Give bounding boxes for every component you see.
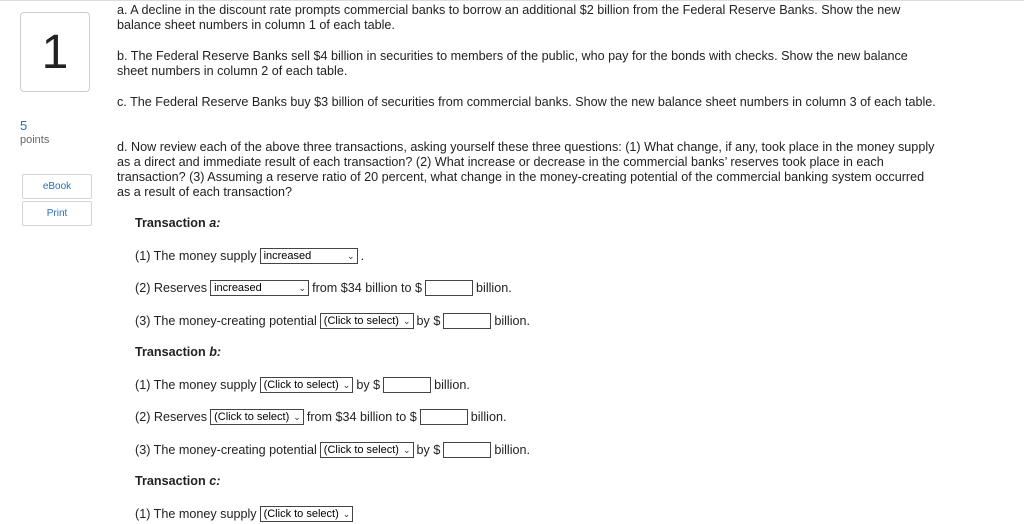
prompt-c: c. The Federal Reserve Banks buy $3 billion of securities from commercial banks. Show the new balance sheet numbers in column 3 of each table. [117,95,936,109]
ebook-button[interactable]: eBook [22,174,92,199]
chevron-down-icon: ⌄ [402,444,411,455]
transaction-b-reserves-row: (2) Reserves (Click to select) ⌄ from $34 billion to $ billion. [135,410,507,424]
potential-input-a[interactable] [443,313,491,329]
top-divider [0,0,1024,1]
money-supply-select-b[interactable]: (Click to select) ⌄ [260,377,354,393]
reserves-select-b[interactable]: (Click to select) ⌄ [210,409,304,425]
transaction-c-heading: Transaction c: [135,474,221,488]
chevron-down-icon: ⌄ [402,315,411,326]
money-supply-select-c[interactable]: (Click to select) ⌄ [260,506,354,522]
transaction-a-potential-row: (3) The money-creating potential (Click to select) ⌄ by $ billion. [135,314,531,328]
transaction-a-heading: Transaction a: [135,216,221,230]
chevron-down-icon: ⌄ [342,508,351,519]
reserves-input-b[interactable] [420,409,468,425]
reserves-input-a[interactable] [425,280,473,296]
chevron-down-icon: ⌄ [342,379,351,390]
transaction-b-potential-row: (3) The money-creating potential (Click to select) ⌄ by $ billion. [135,443,531,457]
reserves-select-a[interactable]: increased ⌄ [210,280,309,296]
money-supply-select-a[interactable]: increased ⌄ [260,248,358,264]
question-number: 1 [20,12,90,92]
transaction-c-money-supply-row: (1) The money supply (Click to select) ⌄ [135,504,356,524]
chevron-down-icon: ⌄ [347,250,355,261]
points-label: points [20,134,50,146]
transaction-b-money-supply-row: (1) The money supply (Click to select) ⌄ by $ billion. [135,378,470,392]
points-value: 5 [20,118,28,133]
prompt-b: b. The Federal Reserve Banks sell $4 billion in securities to members of the public, who pay for the bonds with checks. Show the new balance sheet numbers in column 2 of each table. [117,49,908,78]
transaction-a-money-supply-row: (1) The money supply increased ⌄ . [135,249,365,263]
print-button[interactable]: Print [22,201,92,226]
transaction-a-reserves-row: (2) Reserves increased ⌄ from $34 billion to $ billion. [135,281,512,295]
prompt-a: a. A decline in the discount rate prompts commercial banks to borrow an additional $2 billion from the Federal Reserve Banks. Show the new balance sheet numbers in column 1 of each table. [117,3,901,32]
transaction-b-heading: Transaction b: [135,345,222,359]
prompt-d: d. Now review each of the above three transactions, asking yourself these three questions: (1) What change, if any, took place in the money supply as a direct and immediate result of each transaction? (2) What increase or decrease in the commercial banks’ reserves took place in each transaction? (3) Assuming a reserve ratio of 20 percent, what change in the money-creating potential of the commercial banking system occurred as a result of each transaction? [117,140,935,199]
potential-select-a[interactable]: (Click to select) ⌄ [320,313,414,329]
potential-input-b[interactable] [443,442,491,458]
chevron-down-icon: ⌄ [298,282,307,293]
chevron-down-icon: ⌄ [293,411,301,422]
money-supply-input-b[interactable] [383,377,431,393]
potential-select-b[interactable]: (Click to select) ⌄ [320,442,414,458]
